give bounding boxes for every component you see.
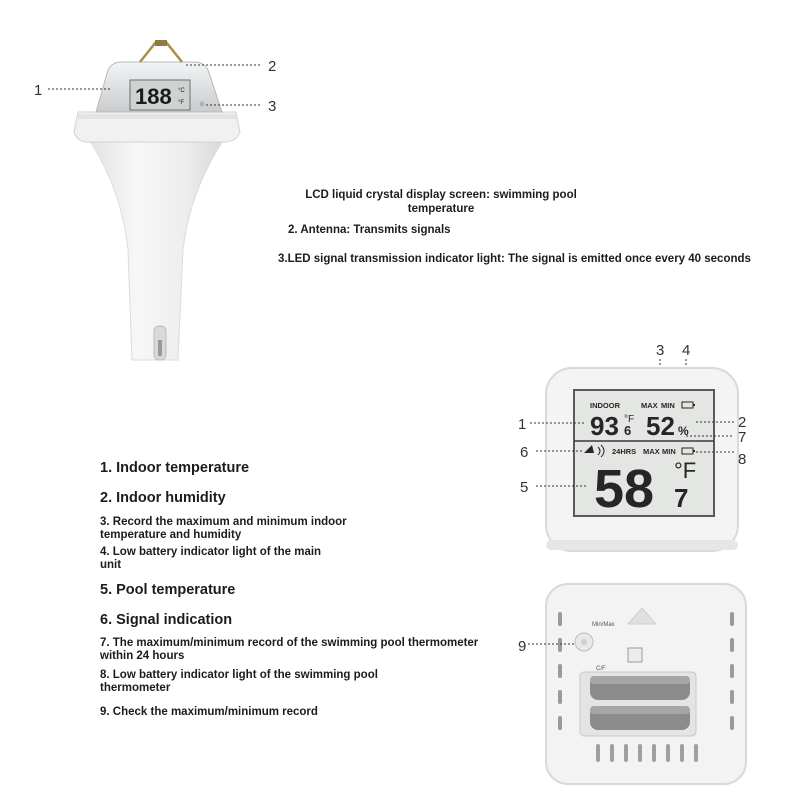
min-label-top: MIN xyxy=(661,401,675,410)
float-lcd-digits: 188 xyxy=(135,84,172,109)
legend-item-3 xyxy=(100,516,347,541)
legend-item-9: 9. Check the maximum/minimum record xyxy=(100,706,318,718)
float-lcd-unit-c: °C xyxy=(178,88,185,94)
legend-item-6: 6. Signal indication xyxy=(100,612,233,628)
cf-switch xyxy=(628,648,642,662)
float-lcd-unit-f: °F xyxy=(178,100,185,106)
note-led: 3.LED signal transmission indicator light: The signal is emitted once every 40 seconds xyxy=(278,253,751,265)
pool-temp-value: 58 xyxy=(594,459,655,519)
min-max-button-label: Min/Max xyxy=(592,622,615,628)
legend-item-7-line1: 7. The maximum/minimum record of the swimming pool thermometer xyxy=(100,637,479,649)
legend-item-5: 5. Pool temperature xyxy=(100,582,236,598)
indoor-label: INDOOR xyxy=(590,401,620,410)
callout-main-4: 4 xyxy=(682,342,691,359)
legend-item-8 xyxy=(100,669,378,694)
callout-main-8: 8 xyxy=(738,451,747,468)
cf-switch-label: C/F xyxy=(596,666,606,672)
legend-item-3-line2: temperature and humidity xyxy=(100,528,242,541)
min-label-bottom: MIN xyxy=(662,447,676,456)
legend-item-4 xyxy=(100,546,321,571)
callout-back-9: 9 xyxy=(518,638,527,655)
callout-main-7: 7 xyxy=(738,429,747,446)
legend-item-4-line2: unit xyxy=(100,558,122,571)
legend-item-3-line1: 3. Record the maximum and minimum indoor xyxy=(100,516,347,528)
legend-item-1: 1. Indoor temperature xyxy=(100,460,250,476)
indoor-temp-value: 93 xyxy=(590,411,619,441)
humidity-unit: % xyxy=(678,424,689,438)
legend-item-7 xyxy=(100,637,478,662)
note-antenna: 2. Antenna: Transmits signals xyxy=(288,224,451,236)
legend-item-7-line2: within 24 hours xyxy=(100,649,185,662)
legend-item-4-line1: 4. Low battery indicator light of the main xyxy=(100,546,322,558)
callout-float-1: 1 xyxy=(34,82,43,99)
pool-temp-unit: °F xyxy=(674,458,697,483)
max-label-top: MAX xyxy=(641,401,658,410)
callout-main-6: 6 xyxy=(520,444,529,461)
note-lcd-screen xyxy=(276,188,606,216)
callout-main-3: 3 xyxy=(656,342,665,359)
humidity-value: 52 xyxy=(646,411,675,441)
legend-item-2: 2. Indoor humidity xyxy=(100,490,226,506)
legend-item-8-line2: thermometer xyxy=(100,681,171,694)
indoor-temp-decimal: 6 xyxy=(624,423,632,438)
note-lcd-line2: temperature xyxy=(407,203,475,215)
main-unit-illustration xyxy=(510,335,780,560)
led-indicator-icon xyxy=(200,102,205,107)
callout-float-2: 2 xyxy=(268,58,277,75)
callout-float-3: 3 xyxy=(268,98,277,115)
hrs-label: 24HRS xyxy=(612,447,637,456)
pool-temp-decimal: 7 xyxy=(674,483,689,513)
max-label-bottom: MAX xyxy=(643,447,660,456)
pool-float-illustration xyxy=(0,0,300,370)
callout-main-2: 2 xyxy=(738,414,747,431)
legend-item-8-line1: 8. Low battery indicator light of the swimming pool xyxy=(100,669,378,681)
callout-main-1: 1 xyxy=(518,416,527,433)
callout-main-5: 5 xyxy=(520,479,529,496)
back-panel-illustration xyxy=(510,580,770,790)
indoor-temp-unit: °F xyxy=(624,414,635,425)
note-lcd-line1: LCD liquid crystal display screen: swimming pool xyxy=(305,189,577,201)
